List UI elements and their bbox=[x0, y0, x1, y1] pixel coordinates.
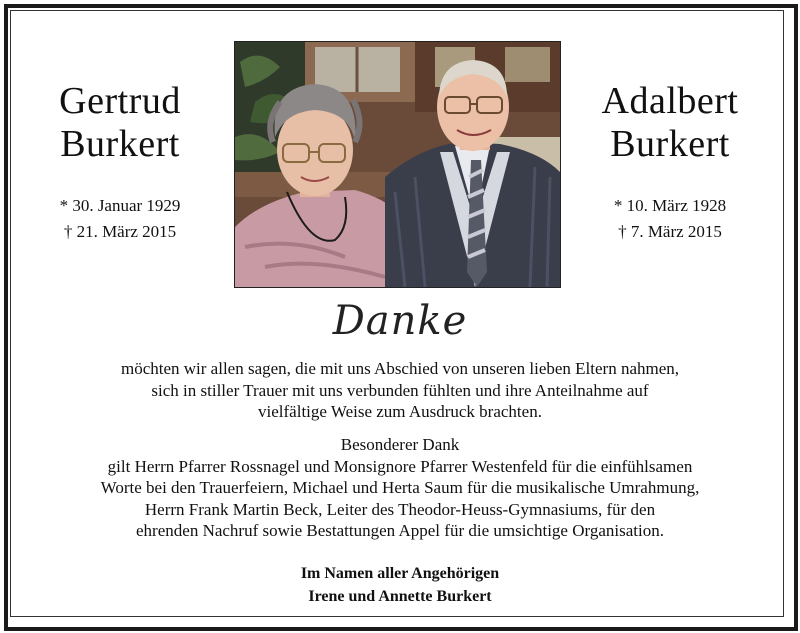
right-death-date: † 7. März 2015 bbox=[618, 222, 722, 241]
special-thanks-heading: Besonderer Dank bbox=[340, 435, 460, 454]
couple-photo-illustration bbox=[235, 42, 560, 287]
special-thanks-line: ehrenden Nachruf sowie Bestattungen Appel für die umsichtige Organisation. bbox=[136, 521, 664, 540]
signature-line-2: Irene und Annette Burkert bbox=[308, 588, 492, 605]
couple-photo bbox=[234, 41, 561, 288]
right-dates bbox=[590, 193, 750, 245]
intro-line: sich in stiller Trauer mit uns verbunden fühlten und ihre Anteilnahme auf bbox=[151, 380, 649, 400]
left-birth-date: * 30. Januar 1929 bbox=[59, 196, 181, 215]
special-thanks-line: gilt Herrn Pfarrer Rossnagel und Monsignore Pfarrer Westenfeld für die einfühlsamen bbox=[107, 456, 693, 476]
special-thanks-line: Worte bei den Trauerfeiern, Michael und Herta Saum für die musikalische Umrahmung, bbox=[100, 478, 700, 497]
right-last-name: Burkert bbox=[610, 123, 730, 165]
special-thanks-text bbox=[20, 434, 780, 542]
intro-text bbox=[20, 358, 780, 423]
left-death-date: † 21. März 2015 bbox=[63, 222, 177, 241]
left-last-name: Burkert bbox=[60, 123, 180, 165]
danke-heading: Danke bbox=[332, 298, 468, 344]
intro-line: vielfältige Weise zum Ausdruck brachten. bbox=[258, 402, 542, 421]
signature bbox=[20, 562, 780, 608]
signature-line-1: Im Namen aller Angehörigen bbox=[300, 565, 500, 582]
right-first-name: Adalbert bbox=[601, 80, 739, 122]
intro-line: möchten wir allen sagen, die mit uns Abschied von unseren lieben Eltern nahmen, bbox=[120, 359, 680, 378]
right-name bbox=[590, 80, 750, 166]
right-birth-date: * 10. März 1928 bbox=[613, 196, 727, 215]
special-thanks-line: Herrn Frank Martin Beck, Leiter des Theodor-Heuss-Gymnasiums, für den bbox=[144, 499, 656, 519]
left-dates bbox=[40, 193, 200, 245]
left-name bbox=[40, 80, 200, 166]
left-first-name: Gertrud bbox=[59, 80, 181, 122]
